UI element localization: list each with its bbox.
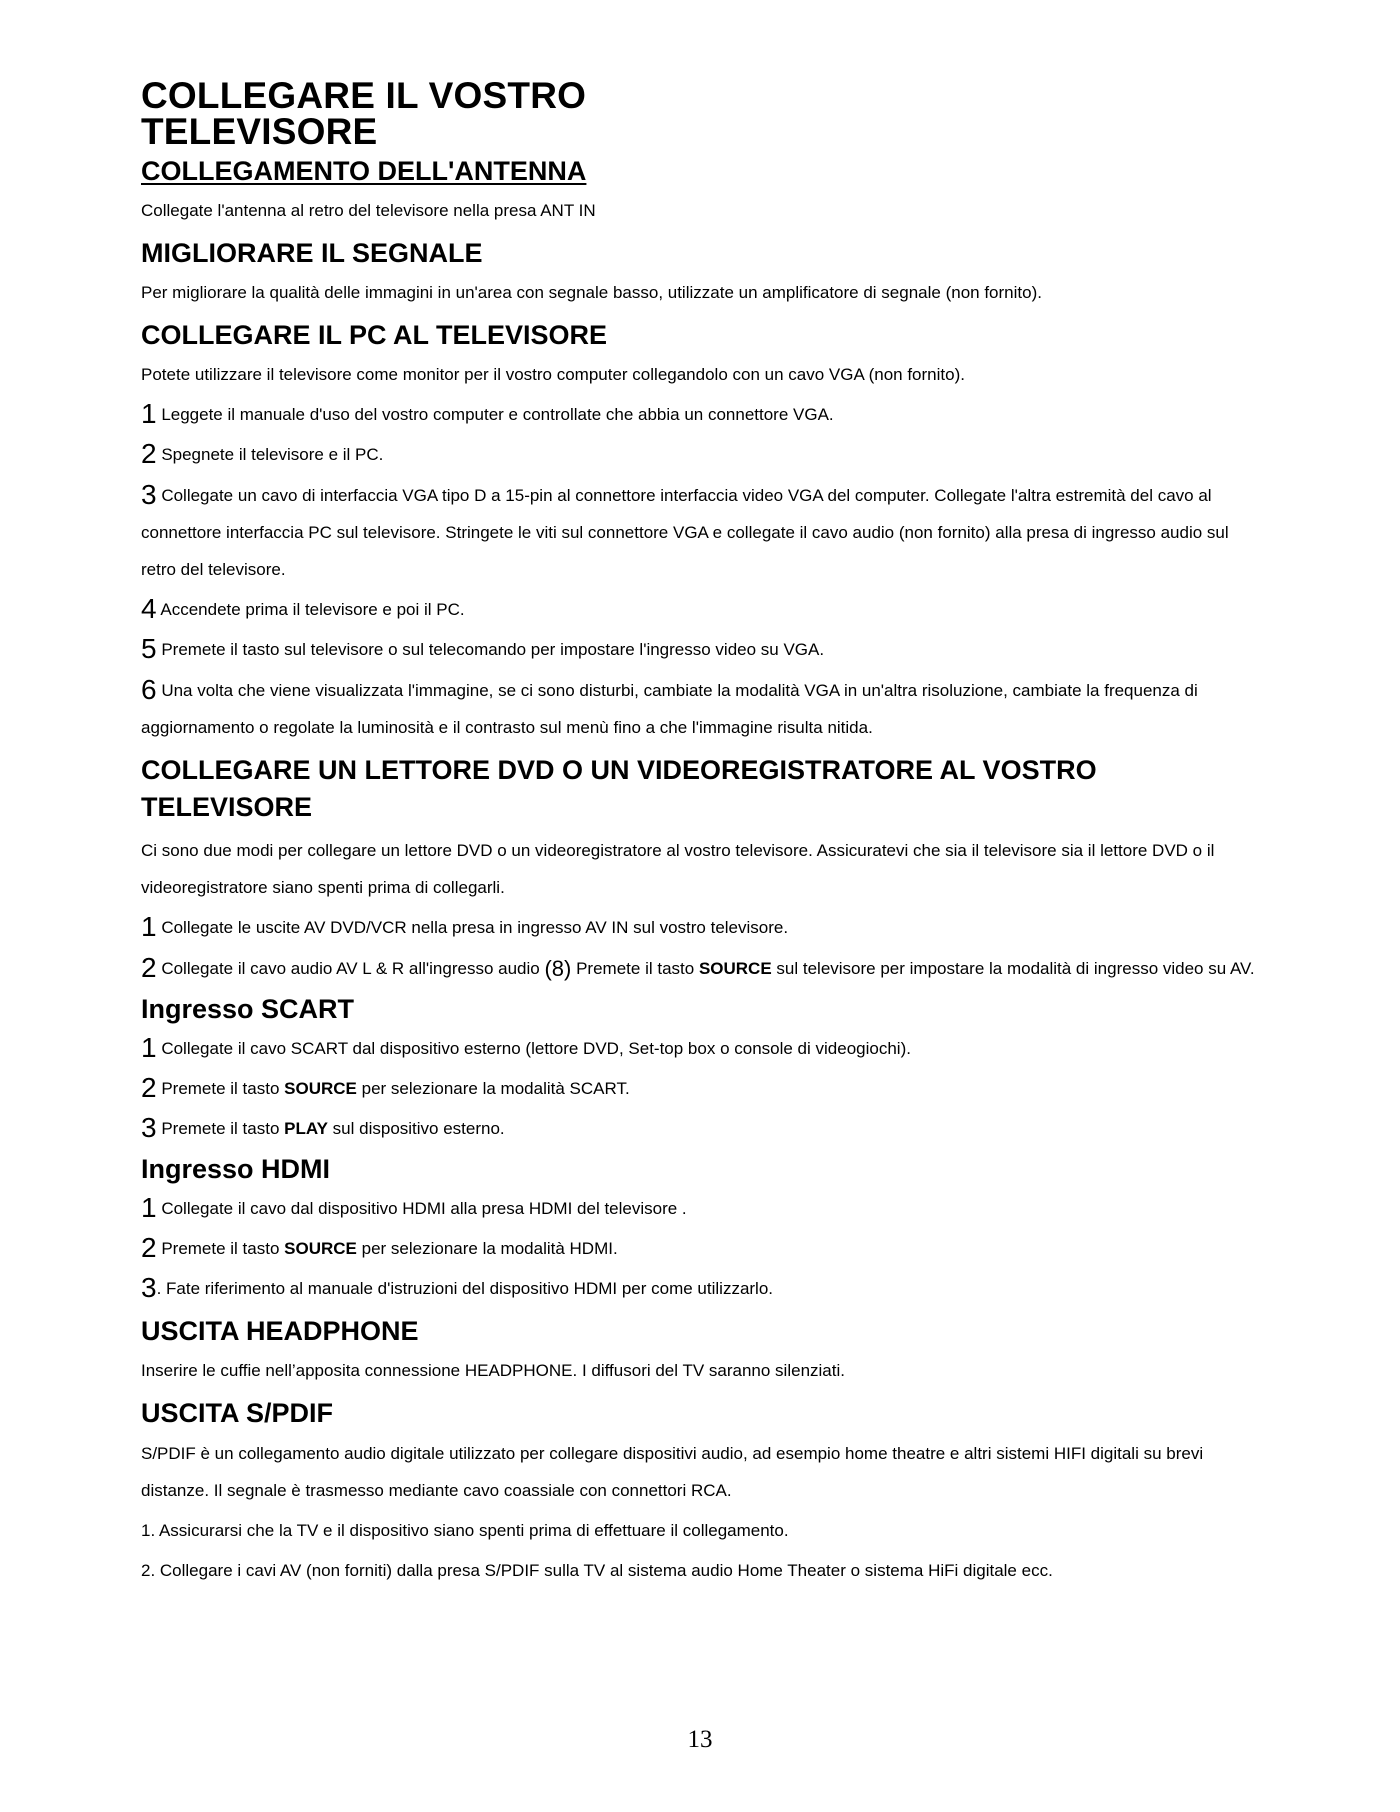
- headphone-heading: USCITA HEADPHONE: [141, 1316, 419, 1346]
- step-number: 1: [141, 911, 157, 942]
- dvd-step: [141, 950, 1266, 987]
- pc-step: [141, 477, 1266, 588]
- source-key: SOURCE: [698, 959, 772, 978]
- step-number: 1: [141, 1032, 157, 1063]
- page-number: 13: [687, 1726, 713, 1753]
- pc-step: [141, 397, 1266, 433]
- step-text: per selezionare la modalità SCART.: [361, 1079, 630, 1098]
- step-number: 2: [141, 1072, 157, 1103]
- dvd-step: [141, 910, 1266, 946]
- spdif-step: 2. Collegare i cavi AV (non forniti) dalla presa S/PDIF sulla TV al sistema audio Home Theater o sistema HiFi digitale ecc.: [141, 1561, 1053, 1580]
- step-text: Collegate le uscite AV DVD/VCR nella presa in ingresso AV IN sul vostro televisore.: [161, 918, 789, 937]
- step-number: 1: [141, 398, 157, 429]
- antenna-heading: COLLEGAMENTO DELL'ANTENNA: [141, 156, 587, 186]
- scart-step: [141, 1111, 1266, 1147]
- step-number: 3: [141, 479, 157, 510]
- spdif-intro: S/PDIF è un collegamento audio digitale utilizzato per collegare dispositivi audio, ad esempio home theatre e altri sistemi HIFI digitali su brevi distanze. Il segnale è trasmesso mediante cavo coassiale con connettori RCA.: [141, 1444, 1204, 1500]
- step-number: 3: [141, 1272, 157, 1303]
- step-number: 5: [141, 633, 157, 664]
- step-number: 2: [141, 1232, 157, 1263]
- pc-step: [141, 592, 1266, 628]
- step-number: 2: [141, 952, 157, 983]
- step-text: Collegate il cavo SCART dal dispositivo esterno (lettore DVD, Set-top box o console di videogiochi).: [161, 1039, 911, 1058]
- pc-step: [141, 437, 1266, 473]
- pc-intro: Potete utilizzare il televisore come monitor per il vostro computer collegandolo con un cavo VGA (non fornito).: [141, 365, 965, 384]
- step-text: Premete il tasto: [161, 1239, 280, 1258]
- step-number: 3: [141, 1112, 157, 1143]
- step-text: sul televisore per impostare la modalità di ingresso video su AV.: [776, 959, 1255, 978]
- step-text: Spegnete il televisore e il PC.: [161, 445, 384, 464]
- source-key: SOURCE: [284, 1239, 357, 1258]
- hdmi-step: [141, 1231, 1266, 1267]
- step-text: Premete il tasto sul televisore o sul telecomando per impostare l'ingresso video su VGA.: [161, 640, 825, 659]
- step-text: Una volta che viene visualizzata l'immagine, se ci sono disturbi, cambiate la modalità VGA in un'altra risoluzione, cambiate la frequenza di aggiornamento o regolate la luminosità e il contrasto sul menù fino a che l'immagine risulta nitida.: [141, 681, 1198, 737]
- step-text: Premete il tasto: [161, 1079, 280, 1098]
- step-text: Collegate il cavo dal dispositivo HDMI alla presa HDMI del televisore .: [161, 1199, 687, 1218]
- scart-heading: Ingresso SCART: [141, 994, 355, 1024]
- step-number: 4: [141, 593, 157, 624]
- dvd-heading: COLLEGARE UN LETTORE DVD O UN VIDEOREGISTRATORE AL VOSTRO TELEVISORE: [141, 755, 1097, 822]
- step-text: Leggete il manuale d'uso del vostro computer e controllate che abbia un connettore VGA.: [161, 405, 834, 424]
- hdmi-step: [141, 1271, 1266, 1307]
- play-key: PLAY: [284, 1119, 328, 1138]
- step-text: sul dispositivo esterno.: [332, 1119, 505, 1138]
- pc-heading: COLLEGARE IL PC AL TELEVISORE: [141, 320, 608, 350]
- pc-step: [141, 632, 1266, 668]
- step-ref: (8): [544, 956, 572, 981]
- hdmi-heading: Ingresso HDMI: [141, 1154, 331, 1184]
- pc-step: [141, 672, 1266, 746]
- step-number: 2: [141, 438, 157, 469]
- source-key: SOURCE: [284, 1079, 357, 1098]
- hdmi-step: [141, 1191, 1266, 1227]
- spdif-heading: USCITA S/PDIF: [141, 1398, 334, 1428]
- signal-text: Per migliorare la qualità delle immagini in un'area con segnale basso, utilizzate un amplificatore di segnale (non fornito).: [141, 283, 1042, 302]
- signal-heading: MIGLIORARE IL SEGNALE: [141, 238, 483, 268]
- step-text: Collegate un cavo di interfaccia VGA tipo D a 15-pin al connettore interfaccia video VGA del computer. Collegate l'altra estremità del cavo al connettore interfaccia PC sul televisore. Stringete le viti sul connettore VGA e collegate il cavo audio (non fornito) alla presa di ingresso audio sul retro del televisore.: [141, 486, 1229, 579]
- scart-step: [141, 1031, 1266, 1067]
- page-content: [141, 75, 1266, 1589]
- step-text: . Fate riferimento al manuale d'istruzioni del dispositivo HDMI per come utilizzarlo.: [156, 1279, 774, 1298]
- step-text: Collegate il cavo audio AV L & R all'ingresso audio: [161, 959, 540, 978]
- step-text: per selezionare la modalità HDMI.: [361, 1239, 618, 1258]
- step-text: Premete il tasto: [576, 959, 695, 978]
- headphone-text: Inserire le cuffie nell’apposita connessione HEADPHONE. I diffusori del TV saranno silenziati.: [141, 1361, 845, 1380]
- step-number: 6: [141, 674, 157, 705]
- dvd-intro: Ci sono due modi per collegare un lettore DVD o un videoregistratore al vostro televisore. Assicuratevi che sia il televisore sia il lettore DVD o il videoregistratore siano spenti prima di collegarli.: [141, 841, 1215, 897]
- antenna-text: Collegate l'antenna al retro del televisore nella presa ANT IN: [141, 201, 596, 220]
- step-text: Premete il tasto: [161, 1119, 280, 1138]
- scart-step: [141, 1071, 1266, 1107]
- step-number: 1: [141, 1192, 157, 1223]
- step-text: Accendete prima il televisore e poi il PC.: [160, 600, 465, 619]
- spdif-step: 1. Assicurarsi che la TV e il dispositivo siano spenti prima di effettuare il collegamento.: [141, 1521, 789, 1540]
- page-title: COLLEGARE IL VOSTRO TELEVISORE: [141, 75, 587, 152]
